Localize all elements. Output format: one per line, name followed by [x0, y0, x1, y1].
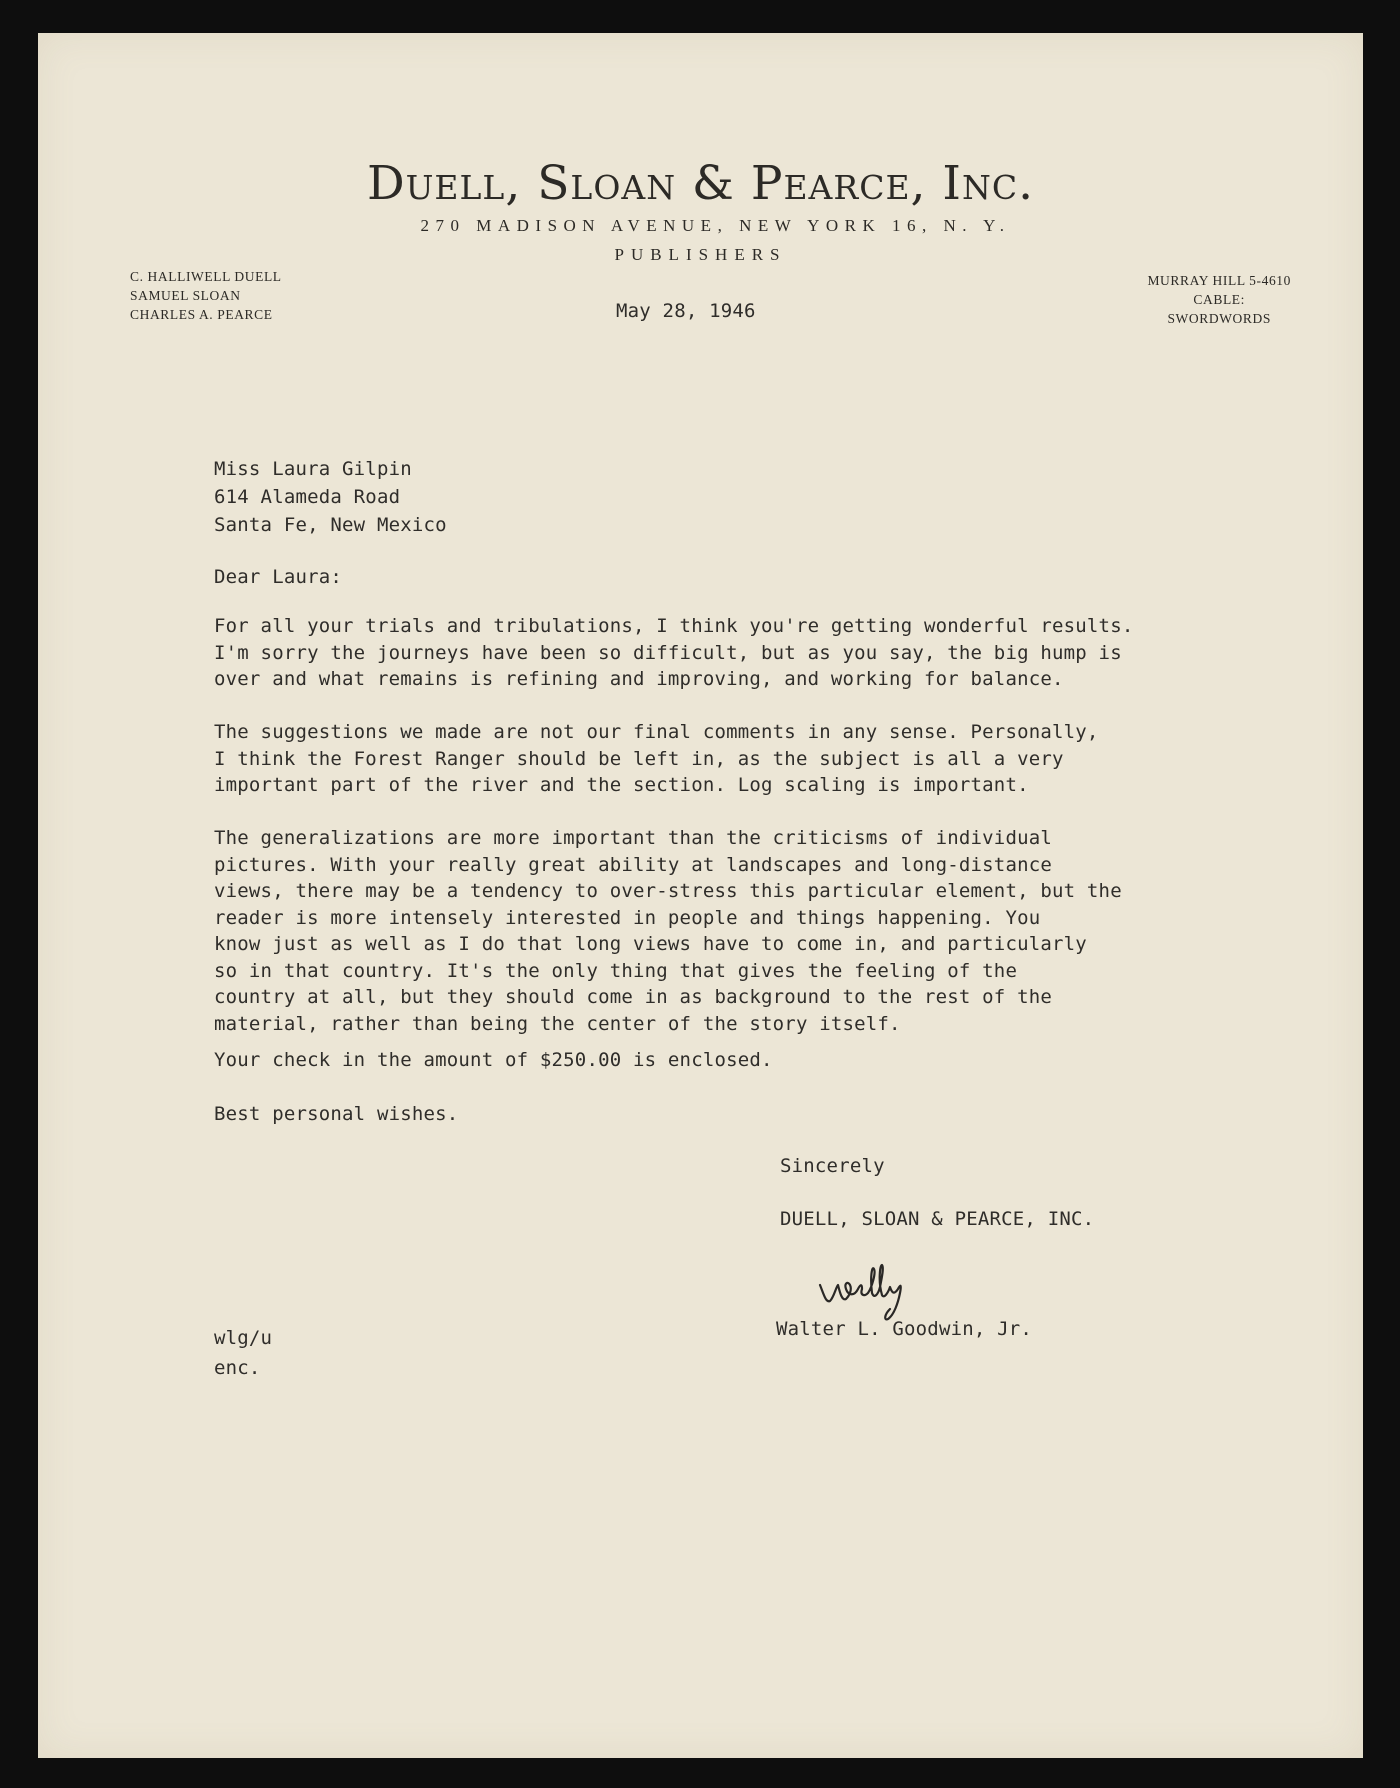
- body-paragraph: [214, 1047, 773, 1074]
- text-line: The suggestions we made are not our final comments in any sense. Personally,: [214, 721, 1099, 743]
- contact-phone: MURRAY HILL 5-4610: [1147, 273, 1291, 288]
- recipient-line: Miss Laura Gilpin: [214, 458, 412, 480]
- initials-line: wlg/u: [214, 1327, 273, 1349]
- text-line: over and what remains is refining and improving, and working for balance.: [214, 668, 1064, 690]
- text-line: so in that country. It's the only thing that gives the feeling of the: [214, 959, 1018, 982]
- text-line: For all your trials and tribulations, I think you're getting wonderful results.: [214, 615, 1134, 637]
- text-line: Best personal wishes.: [214, 1103, 459, 1125]
- text-line: I think the Forest Ranger should be left in, as the subject is all a very: [214, 747, 1064, 770]
- letterhead-partners: [130, 267, 282, 324]
- letterhead-contact: [1147, 271, 1291, 328]
- recipient-line: Santa Fe, New Mexico: [214, 514, 447, 536]
- salutation: Dear Laura:: [214, 566, 343, 588]
- text-line: pictures. With your really great ability at landscapes and long-distance: [214, 853, 1053, 876]
- partner-name: C. HALLIWELL DUELL: [130, 269, 282, 284]
- text-line: country at all, but they should come in as background to the rest of the: [214, 986, 1053, 1008]
- signature-company: DUELL, SLOAN & PEARCE, INC.: [780, 1208, 1095, 1230]
- recipient-line: 614 Alameda Road: [214, 486, 401, 508]
- letter-date: May 28, 1946: [616, 300, 756, 322]
- body-paragraph: [214, 613, 1133, 693]
- closing: Sincerely: [780, 1155, 885, 1177]
- text-line: material, rather than being the center of the story itself.: [214, 1012, 901, 1035]
- partner-name: SAMUEL SLOAN: [130, 288, 241, 303]
- body-paragraph: [214, 825, 1122, 1037]
- contact-cable-label: CABLE:: [1193, 292, 1246, 307]
- text-line: know just as well as I do that long views have to come in, and particularly: [214, 933, 1087, 955]
- text-line: The generalizations are more important than the criticisms of individual: [214, 827, 1053, 849]
- text-line: views, there may be a tendency to over-stress this particular element, but the: [214, 880, 1122, 902]
- text-line: I'm sorry the journeys have been so difficult, but as you say, the big hump is: [214, 641, 1122, 664]
- text-line: reader is more intensely interested in people and things happening. You: [214, 906, 1041, 929]
- letter-page: [38, 33, 1363, 1758]
- letterhead-address: 270 MADISON AVENUE, NEW YORK 16, N. Y.: [420, 216, 1011, 235]
- signer-name: Walter L. Goodwin, Jr.: [776, 1318, 1033, 1340]
- enclosure-line: enc.: [214, 1357, 261, 1379]
- recipient-address: [214, 455, 447, 539]
- contact-cable-address: SWORDWORDS: [1167, 311, 1271, 326]
- text-line: important part of the river and the section. Log scaling is important.: [214, 774, 1029, 796]
- reference-initials: [214, 1323, 272, 1383]
- letterhead-company-name: Duell, Sloan & Pearce, Inc.: [366, 156, 1035, 211]
- text-line: Your check in the amount of $250.00 is enclosed.: [214, 1049, 773, 1071]
- handwritten-signature: [814, 1263, 924, 1323]
- body-paragraph: [214, 1101, 458, 1128]
- body-paragraph: [214, 719, 1099, 799]
- partner-name: CHARLES A. PEARCE: [130, 307, 273, 322]
- letterhead-role: PUBLISHERS: [614, 245, 787, 264]
